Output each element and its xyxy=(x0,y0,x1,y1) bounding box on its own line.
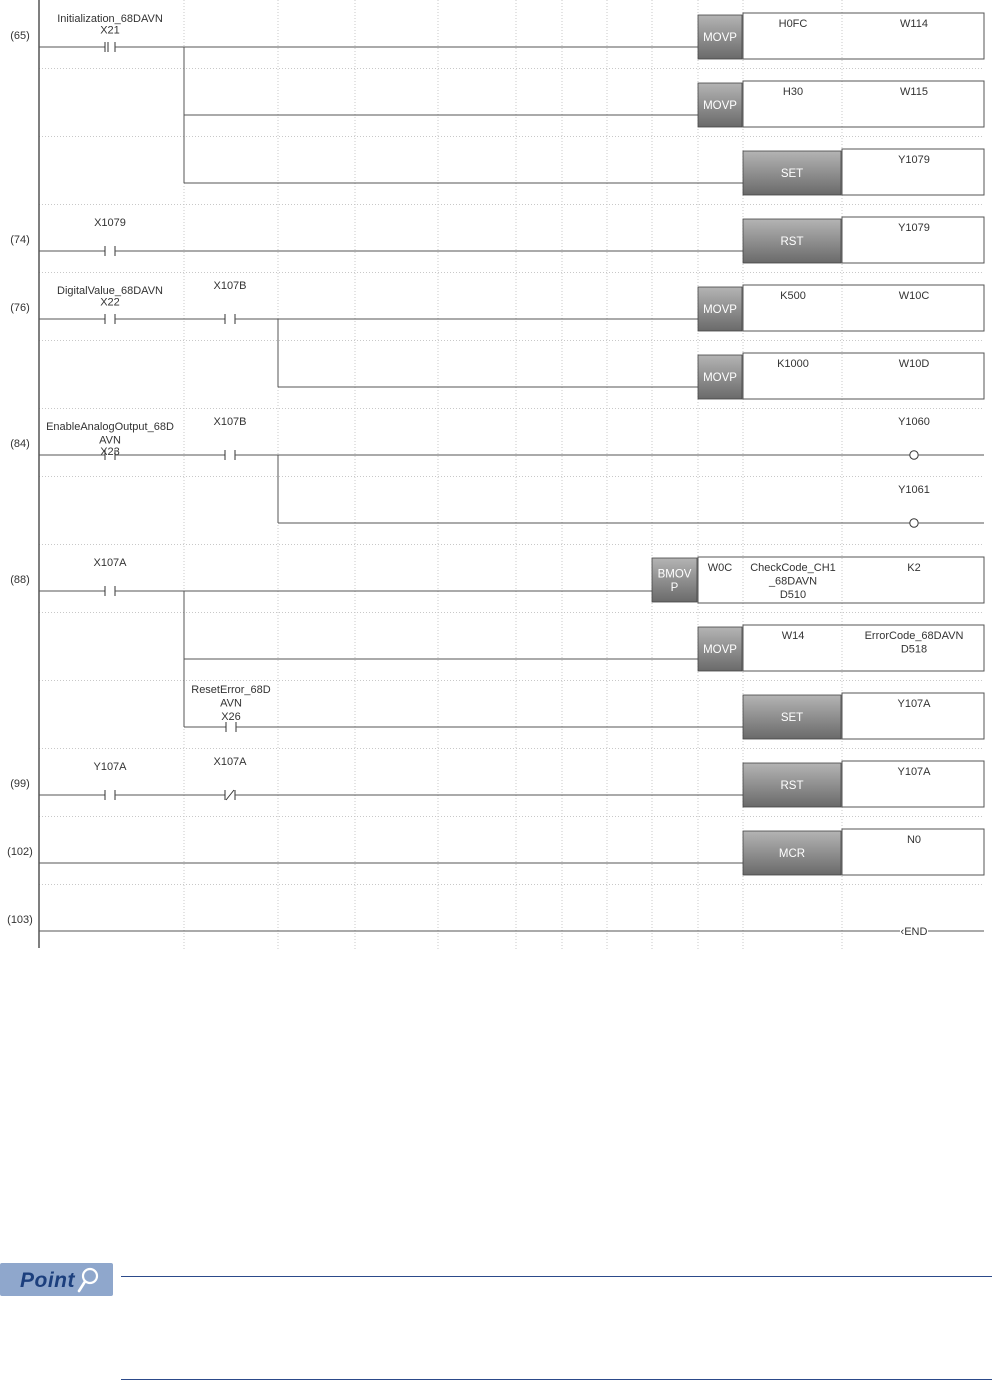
row-4-step-number: (76) xyxy=(10,302,30,314)
row-12-step-number: (102) xyxy=(7,846,33,858)
point-box xyxy=(0,1258,992,1383)
row-5-instr-button-label: MOVP xyxy=(703,372,737,384)
row-13-end-label: ‹END xyxy=(900,926,928,938)
row-4-operand1: K500 xyxy=(780,290,806,302)
row-0-operand2: W114 xyxy=(900,18,928,30)
contact-slash xyxy=(226,790,234,800)
row-8-step-number: (88) xyxy=(10,574,30,586)
row-9-operand1: W14 xyxy=(781,630,805,642)
row-0-step-number: (65) xyxy=(10,30,30,42)
row-8-operand-box xyxy=(698,557,984,603)
row-13-step-number: (103) xyxy=(7,914,33,926)
point-logo xyxy=(0,1263,113,1296)
row-4-contact2-label: X107B xyxy=(213,280,247,292)
row-6-contact-label: X23 xyxy=(100,446,120,458)
row-1-operand-box xyxy=(743,81,984,127)
row-3-instr-button-label: RST xyxy=(780,236,804,248)
row-8-operand2: K2 xyxy=(907,562,921,574)
row-1-operand2: W115 xyxy=(900,86,928,98)
magnifier-icon xyxy=(74,1266,102,1296)
row-8-contact-label: X107A xyxy=(93,557,127,569)
row-11-contact2-label: X107A xyxy=(213,756,247,768)
row-4-contact xyxy=(105,314,115,324)
row-6-contact2 xyxy=(225,450,235,460)
row-6-coil-label: Y1060 xyxy=(898,416,930,428)
row-4-contact2 xyxy=(225,314,235,324)
row-0-contact xyxy=(105,42,115,52)
row-10-instr-button-label: SET xyxy=(780,712,804,724)
row-3-contact xyxy=(105,246,115,256)
point-top-rule xyxy=(121,1276,992,1277)
row-10-branch-contact xyxy=(226,722,236,732)
row-12-instr-button-label: MCR xyxy=(778,848,806,860)
row-3-operand2: Y1079 xyxy=(898,222,930,234)
row-6-coil xyxy=(910,451,918,459)
row-4-operand-box xyxy=(743,285,984,331)
row-0-contact-label: X21 xyxy=(100,24,120,37)
row-11-instr-button-label: RST xyxy=(780,780,804,792)
row-2-instr-button-label: SET xyxy=(780,168,804,180)
row-6-comment: EnableAnalogOutput_68D AVN xyxy=(46,421,174,447)
point-label: Point xyxy=(20,1269,75,1292)
row-11-step-number: (99) xyxy=(10,778,30,790)
row-2-operand2: Y1079 xyxy=(898,154,930,166)
row-9-operand2: ErrorCode_68DAVN D518 xyxy=(864,630,964,656)
row-10-operand2: Y107A xyxy=(897,698,931,710)
row-9-instr-button-label: MOVP xyxy=(703,644,737,656)
row-7-coil-label: Y1061 xyxy=(898,484,930,496)
row-1-operand1: H30 xyxy=(782,86,804,98)
row-11-operand2: Y107A xyxy=(897,766,931,778)
row-6-step-number: (84) xyxy=(10,438,30,450)
row-7-coil xyxy=(910,519,918,527)
row-4-instr-button-label: MOVP xyxy=(703,304,737,316)
row-6-contact2-label: X107B xyxy=(213,416,247,428)
row-4-operand2: W10C xyxy=(898,290,930,302)
row-11-contact-label: Y107A xyxy=(93,761,127,773)
row-11-contact xyxy=(105,790,115,800)
row-5-operand1: K1000 xyxy=(777,358,809,370)
row-3-step-number: (74) xyxy=(10,234,30,246)
row-0-instr-button-label: MOVP xyxy=(703,32,737,44)
row-8-operand0: W0C xyxy=(707,562,733,574)
row-1-instr-button-label: MOVP xyxy=(703,100,737,112)
row-8-operand1: CheckCode_CH1 _68DAVN D510 xyxy=(750,562,836,601)
row-12-operand2: N0 xyxy=(906,834,922,846)
row-11-contact2 xyxy=(225,790,235,800)
row-4-contact-label: X22 xyxy=(100,296,120,309)
row-8-instr-button-label: BMOV P xyxy=(657,568,692,594)
row-0-comment: Initialization_68DAVN xyxy=(57,13,163,25)
row-8-contact xyxy=(105,586,115,596)
row-5-operand2: W10D xyxy=(898,358,930,370)
row-4-comment: DigitalValue_68DAVN xyxy=(57,285,163,297)
point-bottom-rule xyxy=(121,1379,992,1380)
row-0-operand1: H0FC xyxy=(778,18,808,30)
row-10-branch-contact-label: ResetError_68D AVN X26 xyxy=(191,684,271,723)
row-3-contact-label: X1079 xyxy=(94,217,126,229)
